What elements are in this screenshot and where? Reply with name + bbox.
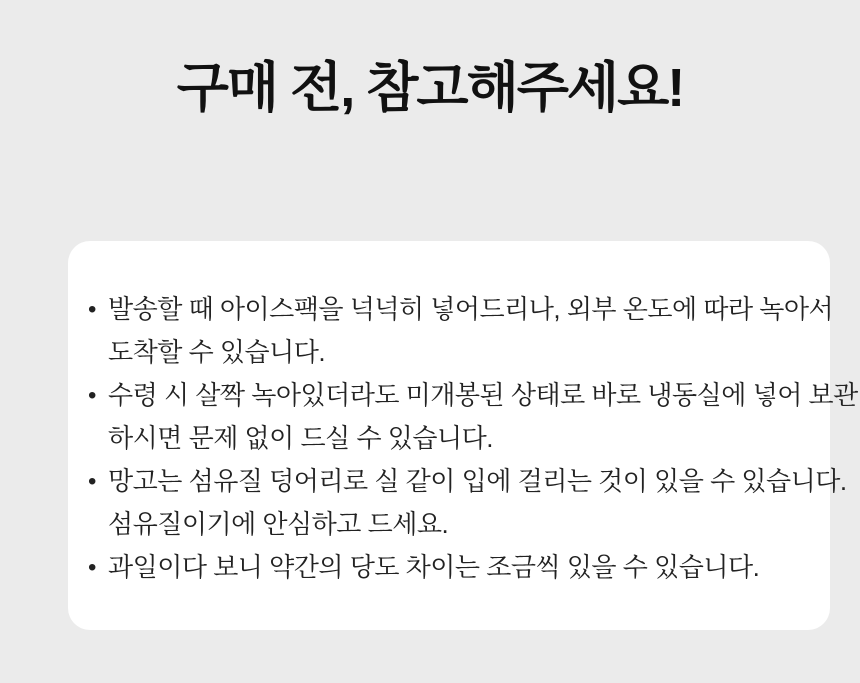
list-item-text xyxy=(108,460,847,546)
list-item xyxy=(88,374,858,460)
bullet-icon: • xyxy=(88,382,97,409)
list-item-line: 발송할 때 아이스팩을 넉넉히 넣어드리나, 외부 온도에 따라 녹아서 xyxy=(108,294,834,324)
list-item xyxy=(88,460,847,546)
bullet-icon: • xyxy=(88,468,97,495)
list-item-line: 망고는 섬유질 덩어리로 실 같이 입에 걸리는 것이 있을 수 있습니다. xyxy=(108,466,847,496)
list-item-text xyxy=(108,288,833,374)
list-item xyxy=(88,288,834,374)
bullet-icon: • xyxy=(88,554,97,581)
notice-list xyxy=(88,288,858,589)
bullet-icon: • xyxy=(88,296,97,323)
list-item-line: 섬유질이기에 안심하고 드세요. xyxy=(108,509,449,539)
page-title: 구매 전, 참고해주세요! xyxy=(176,58,684,118)
list-item xyxy=(88,546,802,589)
list-item-line: 도착할 수 있습니다. xyxy=(108,337,326,367)
list-item-text xyxy=(108,374,858,460)
notice-card xyxy=(68,241,858,630)
notice-page xyxy=(0,52,860,683)
list-item-text xyxy=(108,546,802,589)
list-item-line: 과일이다 보니 약간의 당도 차이는 조금씩 있을 수 있습니다. xyxy=(108,552,760,582)
list-item-line: 하시면 문제 없이 드실 수 있습니다. xyxy=(108,423,493,453)
list-item-line: 수령 시 살짝 녹아있더라도 미개봉된 상태로 바로 냉동실에 넣어 보관 xyxy=(108,380,858,410)
